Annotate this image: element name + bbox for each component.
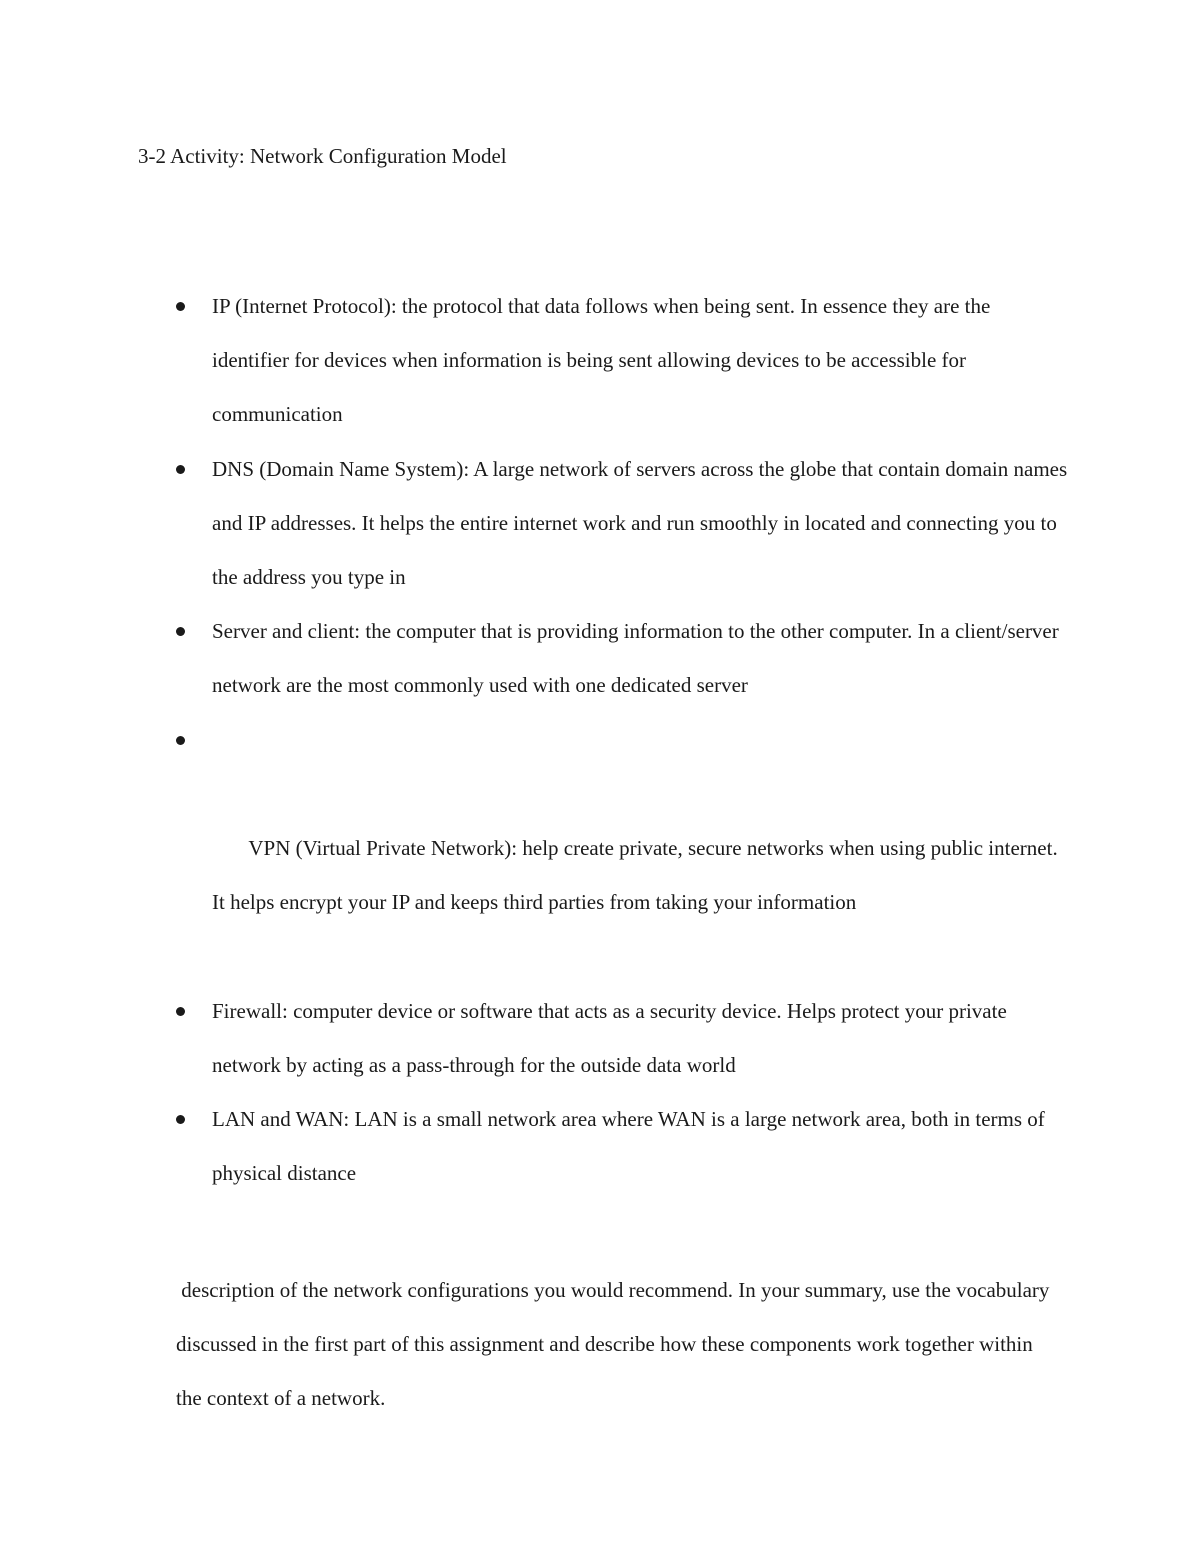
bullet-icon (176, 736, 185, 745)
bullet-icon (176, 627, 185, 636)
bullet-icon (176, 465, 185, 474)
list-item-text: LAN and WAN: LAN is a small network area where WAN is a large network area, both in terms of physical distance (212, 1107, 1045, 1186)
list-item-text: Server and client: the computer that is providing information to the other computer. In a client/server network are the most commonly used with one dedicated server (212, 619, 1059, 698)
summary-paragraph: description of the network configurations you would recommend. In your summary, use the vocabulary discussed in the first part of this assignment and describe how these components work together within the context of a network. (176, 1278, 1055, 1411)
list-item (0, 984, 1072, 1092)
list-item-text: DNS (Domain Name System): A large network of servers across the globe that contain domain names and IP addresses. It helps the entire internet work and run smoothly in located and connecting you to the address you type in (212, 456, 1068, 590)
vocabulary-list (0, 279, 1200, 1200)
list-item (0, 604, 1072, 712)
bullet-icon (176, 1007, 185, 1016)
bullet-icon (176, 1115, 185, 1124)
list-item-text: Firewall: computer device or software that acts as a security device. Helps protect your private network by acting as a pass-through for the outside data world (212, 998, 1007, 1077)
list-item-text: VPN (Virtual Private Network): help create private, secure networks when using public internet. It helps encrypt your IP and keeps third parties from taking your information (212, 836, 1063, 915)
list-item (0, 442, 1072, 605)
list-item (0, 279, 1072, 442)
list-item (0, 713, 1072, 984)
list-item-text: IP (Internet Protocol): the protocol that data follows when being sent. In essence they are the identifier for devices when information is being sent allowing devices to be accessible for communication (212, 294, 991, 427)
bullet-icon (176, 302, 185, 311)
document-title: 3-2 Activity: Network Configuration Model (138, 144, 507, 168)
list-item (0, 1092, 1072, 1200)
